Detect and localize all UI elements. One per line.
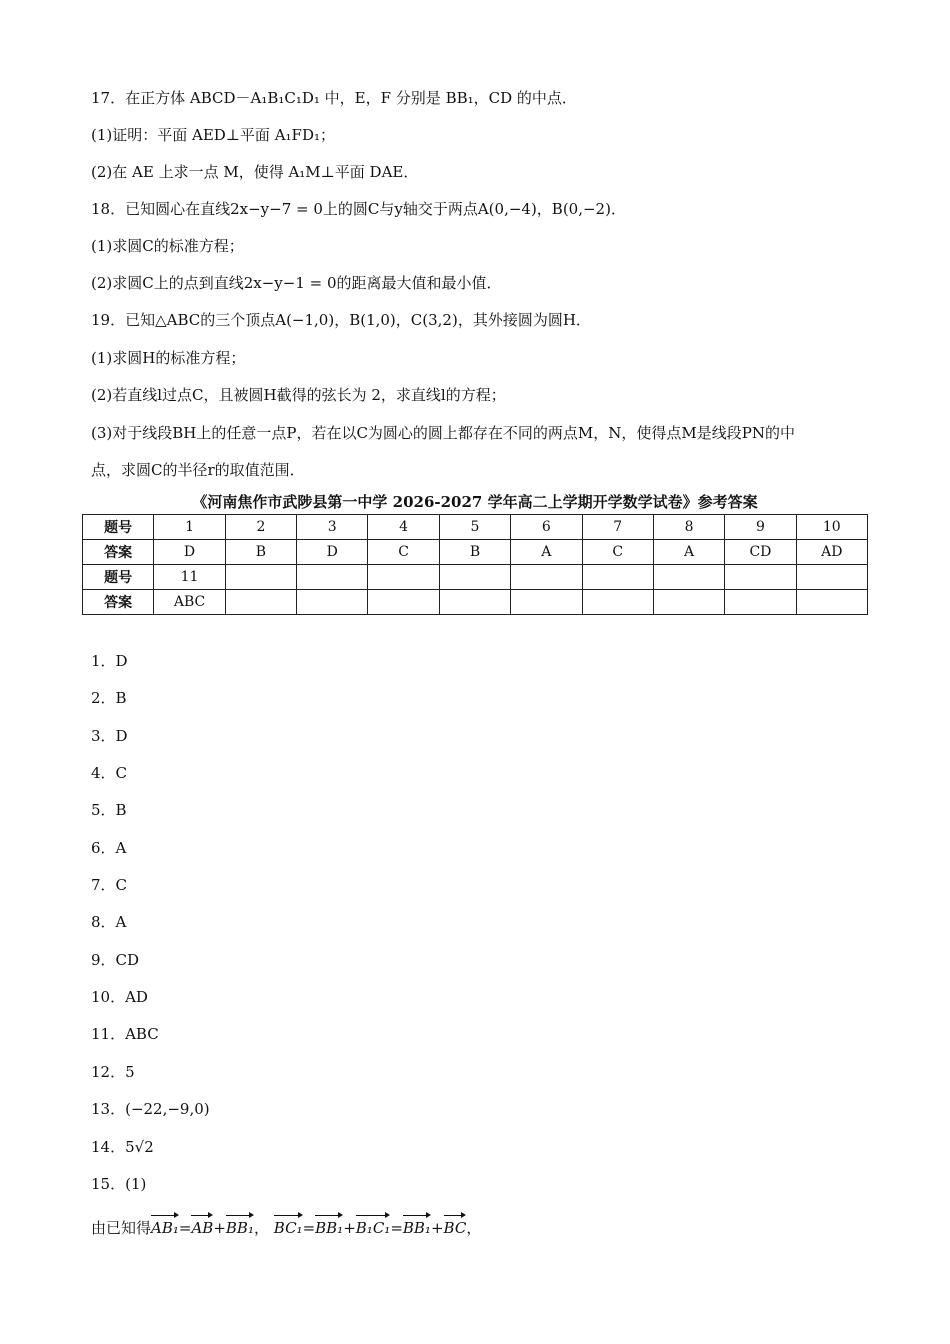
table-cell bbox=[297, 590, 368, 615]
table-cell bbox=[725, 565, 796, 590]
table-cell: 1 bbox=[154, 515, 225, 540]
table-cell: ABC bbox=[154, 590, 225, 615]
table-cell bbox=[653, 565, 724, 590]
table-cell: 4 bbox=[368, 515, 439, 540]
vector-bb1: BB₁ bbox=[315, 1219, 344, 1237]
answer-item: 7．C bbox=[91, 876, 128, 894]
answer-item: 2．B bbox=[91, 689, 127, 707]
equals-sign: = bbox=[302, 1219, 316, 1237]
table-cell: 6 bbox=[511, 515, 582, 540]
table-row bbox=[83, 515, 868, 540]
table-cell: B bbox=[225, 540, 296, 565]
separator: ， bbox=[253, 1219, 269, 1237]
problem-19-part-2: (2)若直线l过点C，且被圆H截得的弦长为 2，求直线l的方程； bbox=[91, 386, 506, 404]
problem-17-part-1: (1)证明：平面 AED⊥平面 A₁FD₁； bbox=[91, 126, 335, 144]
separator: ， bbox=[466, 1219, 482, 1237]
answer-item: 15．(1) bbox=[91, 1175, 147, 1193]
problem-18-part-1: (1)求圆C的标准方程； bbox=[91, 237, 244, 255]
table-cell: 9 bbox=[725, 515, 796, 540]
answer-item: 11．ABC bbox=[91, 1025, 159, 1043]
answer-item: 12．5 bbox=[91, 1063, 135, 1081]
table-cell bbox=[725, 590, 796, 615]
plus-sign: + bbox=[343, 1219, 356, 1237]
table-cell bbox=[511, 565, 582, 590]
table-cell bbox=[225, 590, 296, 615]
vector-bc1: BC₁ bbox=[273, 1219, 303, 1237]
table-cell bbox=[297, 565, 368, 590]
table-cell: 10 bbox=[796, 515, 867, 540]
answer-item: 6．A bbox=[91, 839, 127, 857]
plus-sign: + bbox=[213, 1219, 226, 1237]
answer-item: 3．D bbox=[91, 727, 128, 745]
table-row bbox=[83, 590, 868, 615]
problem-19-part-3-cont: 点，求圆C的半径r的取值范围． bbox=[91, 461, 305, 479]
table-cell bbox=[796, 590, 867, 615]
table-cell: CD bbox=[725, 540, 796, 565]
table-header-label: 题号 bbox=[83, 565, 154, 590]
answer-item: 14．5√2 bbox=[91, 1138, 154, 1156]
problem-19: 19．已知△ABC的三个顶点A(−1,0)，B(1,0)，C(3,2)，其外接圆为圆H． bbox=[91, 311, 591, 329]
answer-item: 10．AD bbox=[91, 988, 148, 1006]
table-answer-label: 答案 bbox=[83, 540, 154, 565]
answer-item: 9．CD bbox=[91, 951, 140, 969]
table-cell bbox=[582, 565, 653, 590]
table-cell: D bbox=[154, 540, 225, 565]
answer-item: 8．A bbox=[91, 913, 127, 931]
table-cell: 3 bbox=[297, 515, 368, 540]
table-cell bbox=[653, 590, 724, 615]
table-cell bbox=[368, 565, 439, 590]
table-cell bbox=[368, 590, 439, 615]
vector-ab: AB bbox=[191, 1219, 214, 1237]
table-cell bbox=[225, 565, 296, 590]
plus-sign: + bbox=[430, 1219, 444, 1237]
table-row bbox=[83, 565, 868, 590]
equals-sign: = bbox=[178, 1219, 192, 1237]
answer-item: 4．C bbox=[91, 764, 128, 782]
solution-prefix: 由已知得 bbox=[91, 1219, 152, 1237]
table-cell bbox=[439, 590, 510, 615]
table-cell: 8 bbox=[653, 515, 724, 540]
problem-18: 18．已知圆心在直线2x−y−7 = 0上的圆C与y轴交于两点A(0,−4)，B(0,−2)． bbox=[91, 200, 626, 218]
table-cell: C bbox=[368, 540, 439, 565]
answer-item: 1．D bbox=[91, 652, 128, 670]
solution-line bbox=[91, 1218, 481, 1238]
problem-18-part-2: (2)求圆C上的点到直线2x−y−1 = 0的距离最大值和最小值． bbox=[91, 274, 502, 292]
vector-bc: BC bbox=[443, 1219, 467, 1237]
table-cell: 2 bbox=[225, 515, 296, 540]
answer-table bbox=[82, 514, 868, 615]
table-cell bbox=[511, 590, 582, 615]
answer-key-title: 《河南焦作市武陟县第一中学 2026-2027 学年高二上学期开学数学试卷》参考答案 bbox=[192, 493, 758, 511]
table-cell: 7 bbox=[582, 515, 653, 540]
table-header-label: 题号 bbox=[83, 515, 154, 540]
problem-19-part-3: (3)对于线段BH上的任意一点P，若在以C为圆心的圆上都存在不同的两点M，N，使得点M是线段PN的中 bbox=[91, 424, 795, 442]
problem-17: 17．在正方体 ABCD－A₁B₁C₁D₁ 中，E，F 分别是 BB₁，CD 的中点． bbox=[91, 89, 577, 107]
table-cell: 5 bbox=[439, 515, 510, 540]
table-cell bbox=[796, 565, 867, 590]
equals-sign: = bbox=[390, 1219, 403, 1237]
table-cell: A bbox=[653, 540, 724, 565]
table-cell: C bbox=[582, 540, 653, 565]
problem-19-part-1: (1)求圆H的标准方程； bbox=[91, 349, 246, 367]
table-cell: A bbox=[511, 540, 582, 565]
vector-bb1: BB₁ bbox=[225, 1219, 254, 1237]
table-cell: AD bbox=[796, 540, 867, 565]
table-cell: D bbox=[297, 540, 368, 565]
problem-17-part-2: (2)在 AE 上求一点 M，使得 A₁M⊥平面 DAE． bbox=[91, 163, 419, 181]
table-cell bbox=[582, 590, 653, 615]
vector-b1c1: B₁C₁ bbox=[355, 1219, 391, 1237]
table-cell: 11 bbox=[154, 565, 225, 590]
vector-bb1: BB₁ bbox=[402, 1219, 431, 1237]
answer-item: 13．(−22,−9,0) bbox=[91, 1100, 210, 1118]
answer-item: 5．B bbox=[91, 801, 127, 819]
vector-ab1: AB₁ bbox=[151, 1219, 179, 1237]
table-row bbox=[83, 540, 868, 565]
table-cell bbox=[439, 565, 510, 590]
table-cell: B bbox=[439, 540, 510, 565]
table-answer-label: 答案 bbox=[83, 590, 154, 615]
